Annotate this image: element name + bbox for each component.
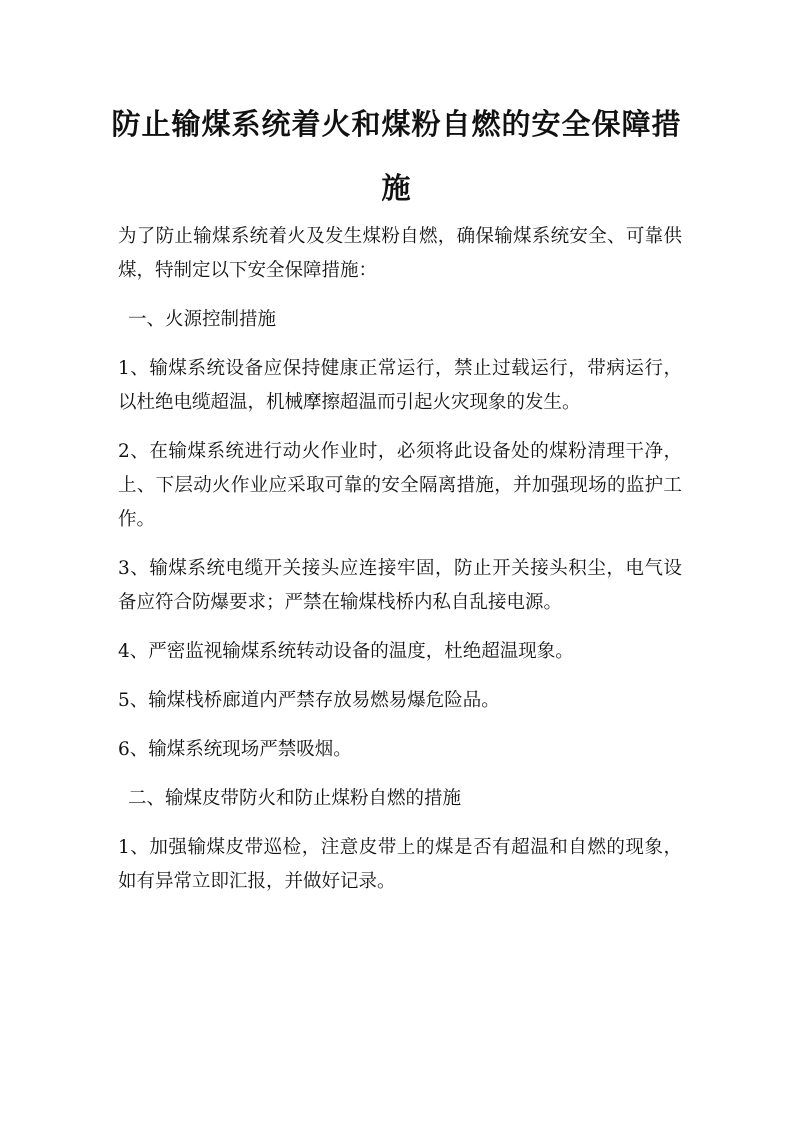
list-item: 5、输煤栈桥廊道内严禁存放易燃易爆危险品。: [118, 690, 500, 711]
document-title: 防止输煤系统着火和煤粉自燃的安全保障措施: [111, 107, 682, 205]
list-item: 1、加强输煤皮带巡检，注意皮带上的煤是否有超温和自燃的现象，如有异常立即汇报，并做好记录。: [118, 837, 682, 892]
section-fire-source-control: [118, 303, 682, 767]
list-item: 1、输煤系统设备应保持健康正常运行，禁止过载运行，带病运行，以杜绝电缆超温，机械摩擦超温而引起火灾现象的发生。: [118, 358, 682, 413]
list-item: 2、在输煤系统进行动火作业时，必须将此设备处的煤粉清理干净，上、下层动火作业应采取可靠的安全隔离措施，并加强现场的监护工作。: [118, 441, 682, 530]
list-item: 3、输煤系统电缆开关接头应连接牢固，防止开关接头积尘，电气设备应符合防爆要求；严禁在输煤栈桥内私自乱接电源。: [118, 558, 682, 613]
section-heading: 二、输煤皮带防火和防止煤粉自燃的措施: [128, 788, 462, 809]
section-heading: 一、火源控制措施: [128, 309, 277, 330]
section-belt-fire-prevention: [118, 782, 682, 899]
list-item: 6、输煤系统现场严禁吸烟。: [118, 739, 352, 760]
intro-paragraph: 为了防止输煤系统着火及发生煤粉自燃，确保输煤系统安全、可靠供煤，特制定以下安全保障措施：: [118, 226, 682, 281]
document-body: [118, 220, 682, 914]
list-item: 4、严密监视输煤系统转动设备的温度，杜绝超温现象。: [118, 641, 574, 662]
